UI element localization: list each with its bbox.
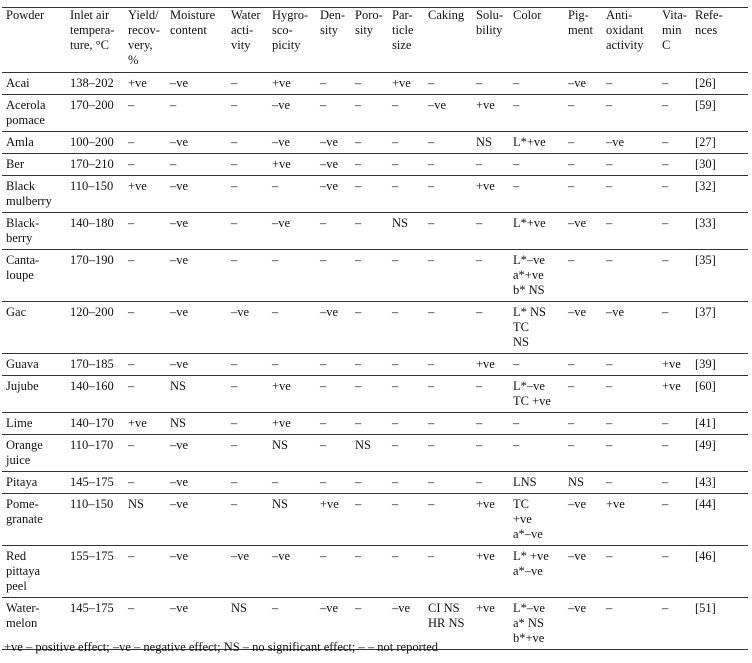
cell-hygroscopicity: –ve bbox=[272, 135, 291, 149]
table-footnote: +ve – positive effect; –ve – negative effect; NS – no significant effect; – – not reported bbox=[4, 640, 438, 654]
cell-particle-size: +ve bbox=[392, 76, 411, 90]
cell-vitamin-c: – bbox=[662, 497, 669, 511]
table-row bbox=[2, 132, 748, 154]
cell-solubility: +ve bbox=[476, 497, 495, 511]
cell-caking: – bbox=[428, 135, 435, 149]
cell-color: L* NS TC NS bbox=[513, 305, 546, 349]
cell-powder: Pome- granate bbox=[6, 497, 43, 526]
cell-water-activity: – bbox=[231, 379, 238, 393]
header-porosity: Poro- sity bbox=[355, 8, 383, 37]
cell-water-activity: – bbox=[231, 135, 238, 149]
cell-porosity: – bbox=[355, 179, 362, 193]
cell-pigment: – bbox=[568, 135, 575, 149]
cell-references: [30] bbox=[695, 157, 716, 171]
table-header bbox=[2, 8, 748, 73]
cell-yield-recovery: – bbox=[128, 253, 135, 267]
cell-references: [27] bbox=[695, 135, 716, 149]
cell-caking: – bbox=[428, 305, 435, 319]
cell-particle-size: – bbox=[392, 98, 399, 112]
cell-antioxidant-activity: – bbox=[606, 549, 613, 563]
table-row bbox=[2, 546, 748, 598]
cell-hygroscopicity: –ve bbox=[272, 549, 291, 563]
cell-powder: Amla bbox=[6, 135, 34, 149]
cell-moisture-content: –ve bbox=[170, 135, 189, 149]
cell-hygroscopicity: – bbox=[272, 357, 279, 371]
cell-moisture-content: –ve bbox=[170, 438, 189, 452]
table-row bbox=[2, 213, 748, 250]
cell-porosity: – bbox=[355, 357, 362, 371]
cell-references: [33] bbox=[695, 216, 716, 230]
header-powder: Powder bbox=[6, 8, 45, 22]
cell-water-activity: – bbox=[231, 497, 238, 511]
cell-porosity: – bbox=[355, 98, 362, 112]
cell-powder: Red pittaya peel bbox=[6, 549, 41, 593]
cell-particle-size: – bbox=[392, 438, 399, 452]
cell-yield-recovery: – bbox=[128, 438, 135, 452]
cell-caking: – bbox=[428, 549, 435, 563]
cell-water-activity: – bbox=[231, 98, 238, 112]
cell-hygroscopicity: +ve bbox=[272, 379, 291, 393]
cell-moisture-content: –ve bbox=[170, 179, 189, 193]
cell-porosity: – bbox=[355, 135, 362, 149]
cell-pigment: – bbox=[568, 98, 575, 112]
cell-solubility: – bbox=[476, 216, 483, 230]
cell-particle-size: – bbox=[392, 253, 399, 267]
cell-yield-recovery: – bbox=[128, 357, 135, 371]
cell-porosity: – bbox=[355, 157, 362, 171]
header-vitamin-c: Vita- min C bbox=[662, 8, 687, 52]
cell-vitamin-c: – bbox=[662, 157, 669, 171]
cell-density: – bbox=[320, 416, 327, 430]
cell-antioxidant-activity: +ve bbox=[606, 497, 625, 511]
cell-inlet-air-temperature: 140–160 bbox=[70, 379, 114, 393]
cell-references: [44] bbox=[695, 497, 716, 511]
cell-antioxidant-activity: – bbox=[606, 98, 613, 112]
cell-powder: Jujube bbox=[6, 379, 39, 393]
cell-particle-size: – bbox=[392, 305, 399, 319]
cell-pigment: – bbox=[568, 379, 575, 393]
cell-water-activity: – bbox=[231, 157, 238, 171]
cell-density: – bbox=[320, 475, 327, 489]
cell-water-activity: – bbox=[231, 416, 238, 430]
cell-antioxidant-activity: – bbox=[606, 76, 613, 90]
cell-pigment: – bbox=[568, 179, 575, 193]
cell-hygroscopicity: –ve bbox=[272, 216, 291, 230]
cell-water-activity: –ve bbox=[231, 305, 250, 319]
cell-density: –ve bbox=[320, 305, 339, 319]
cell-hygroscopicity: – bbox=[272, 601, 279, 615]
cell-vitamin-c: – bbox=[662, 601, 669, 615]
cell-particle-size: – bbox=[392, 379, 399, 393]
header-references: Refe- nces bbox=[695, 8, 723, 37]
cell-porosity: – bbox=[355, 379, 362, 393]
cell-references: [46] bbox=[695, 549, 716, 563]
cell-particle-size: – bbox=[392, 475, 399, 489]
cell-yield-recovery: NS bbox=[128, 497, 144, 511]
cell-moisture-content: –ve bbox=[170, 305, 189, 319]
cell-solubility: – bbox=[476, 438, 483, 452]
cell-porosity: – bbox=[355, 475, 362, 489]
cell-porosity: – bbox=[355, 76, 362, 90]
cell-antioxidant-activity: – bbox=[606, 379, 613, 393]
cell-yield-recovery: +ve bbox=[128, 416, 147, 430]
cell-porosity: – bbox=[355, 216, 362, 230]
cell-vitamin-c: – bbox=[662, 416, 669, 430]
cell-pigment: – bbox=[568, 253, 575, 267]
cell-color: L*–ve a* NS b*+ve bbox=[513, 601, 545, 645]
cell-density: – bbox=[320, 98, 327, 112]
cell-particle-size: – bbox=[392, 549, 399, 563]
cell-caking: – bbox=[428, 475, 435, 489]
cell-inlet-air-temperature: 145–175 bbox=[70, 475, 114, 489]
cell-inlet-air-temperature: 110–150 bbox=[70, 179, 114, 193]
cell-hygroscopicity: +ve bbox=[272, 416, 291, 430]
cell-yield-recovery: +ve bbox=[128, 179, 147, 193]
cell-particle-size: NS bbox=[392, 216, 408, 230]
cell-caking: – bbox=[428, 216, 435, 230]
cell-moisture-content: –ve bbox=[170, 76, 189, 90]
cell-inlet-air-temperature: 138–202 bbox=[70, 76, 114, 90]
cell-density: – bbox=[320, 549, 327, 563]
cell-yield-recovery: – bbox=[128, 475, 135, 489]
cell-inlet-air-temperature: 170–185 bbox=[70, 357, 114, 371]
cell-particle-size: – bbox=[392, 179, 399, 193]
cell-pigment: – bbox=[568, 157, 575, 171]
cell-vitamin-c: – bbox=[662, 135, 669, 149]
cell-caking: – bbox=[428, 379, 435, 393]
cell-particle-size: – bbox=[392, 416, 399, 430]
cell-density: +ve bbox=[320, 497, 339, 511]
cell-yield-recovery: – bbox=[128, 601, 135, 615]
table-row bbox=[2, 472, 748, 494]
cell-pigment: –ve bbox=[568, 76, 587, 90]
table-row bbox=[2, 494, 748, 546]
cell-density: – bbox=[320, 76, 327, 90]
cell-water-activity: – bbox=[231, 179, 238, 193]
cell-particle-size: – bbox=[392, 157, 399, 171]
table-row bbox=[2, 73, 748, 95]
cell-water-activity: – bbox=[231, 76, 238, 90]
cell-pigment: – bbox=[568, 416, 575, 430]
cell-moisture-content: –ve bbox=[170, 253, 189, 267]
cell-inlet-air-temperature: 120–200 bbox=[70, 305, 114, 319]
cell-inlet-air-temperature: 110–150 bbox=[70, 497, 114, 511]
cell-solubility: +ve bbox=[476, 601, 495, 615]
cell-solubility: +ve bbox=[476, 98, 495, 112]
cell-caking: – bbox=[428, 76, 435, 90]
cell-yield-recovery: – bbox=[128, 216, 135, 230]
cell-solubility: +ve bbox=[476, 357, 495, 371]
cell-references: [39] bbox=[695, 357, 716, 371]
cell-antioxidant-activity: – bbox=[606, 438, 613, 452]
table-row bbox=[2, 354, 748, 376]
cell-antioxidant-activity: –ve bbox=[606, 135, 625, 149]
cell-water-activity: – bbox=[231, 253, 238, 267]
cell-porosity: – bbox=[355, 549, 362, 563]
header-inlet-air-temperature: Inlet air tempera- ture, °C bbox=[70, 8, 115, 52]
cell-color: L*+ve bbox=[513, 216, 546, 230]
cell-references: [59] bbox=[695, 98, 716, 112]
cell-color: LNS bbox=[513, 475, 537, 489]
cell-hygroscopicity: – bbox=[272, 179, 279, 193]
cell-powder: Orange juice bbox=[6, 438, 43, 467]
cell-color: – bbox=[513, 416, 520, 430]
header-moisture-content: Moisture content bbox=[170, 8, 216, 37]
header-antioxidant-activity: Anti- oxidant activity bbox=[606, 8, 644, 52]
cell-powder: Canta- loupe bbox=[6, 253, 40, 282]
cell-vitamin-c: +ve bbox=[662, 357, 681, 371]
cell-moisture-content: NS bbox=[170, 379, 186, 393]
cell-color: – bbox=[513, 438, 520, 452]
cell-color: L*–ve a*+ve b* NS bbox=[513, 253, 545, 297]
table-row bbox=[2, 376, 748, 413]
cell-powder: Pitaya bbox=[6, 475, 38, 489]
cell-vitamin-c: – bbox=[662, 179, 669, 193]
cell-porosity: – bbox=[355, 601, 362, 615]
cell-color: – bbox=[513, 357, 520, 371]
cell-caking: – bbox=[428, 497, 435, 511]
cell-inlet-air-temperature: 170–190 bbox=[70, 253, 114, 267]
cell-antioxidant-activity: – bbox=[606, 475, 613, 489]
cell-pigment: –ve bbox=[568, 216, 587, 230]
cell-yield-recovery: – bbox=[128, 157, 135, 171]
cell-density: – bbox=[320, 438, 327, 452]
cell-color: TC +ve a*–ve bbox=[513, 497, 543, 541]
cell-density: – bbox=[320, 379, 327, 393]
cell-antioxidant-activity: – bbox=[606, 357, 613, 371]
cell-vitamin-c: – bbox=[662, 98, 669, 112]
cell-vitamin-c: – bbox=[662, 253, 669, 267]
cell-antioxidant-activity: –ve bbox=[606, 305, 625, 319]
cell-moisture-content: – bbox=[170, 157, 177, 171]
cell-inlet-air-temperature: 140–170 bbox=[70, 416, 114, 430]
cell-caking: – bbox=[428, 438, 435, 452]
cell-density: –ve bbox=[320, 135, 339, 149]
cell-moisture-content: –ve bbox=[170, 357, 189, 371]
cell-vitamin-c: – bbox=[662, 76, 669, 90]
cell-vitamin-c: +ve bbox=[662, 379, 681, 393]
cell-porosity: – bbox=[355, 416, 362, 430]
cell-hygroscopicity: –ve bbox=[272, 98, 291, 112]
cell-powder: Black mulberry bbox=[6, 179, 52, 208]
cell-water-activity: –ve bbox=[231, 549, 250, 563]
table-row bbox=[2, 154, 748, 176]
cell-particle-size: –ve bbox=[392, 601, 411, 615]
cell-moisture-content: –ve bbox=[170, 216, 189, 230]
cell-solubility: – bbox=[476, 305, 483, 319]
cell-references: [26] bbox=[695, 76, 716, 90]
cell-antioxidant-activity: – bbox=[606, 601, 613, 615]
cell-hygroscopicity: +ve bbox=[272, 76, 291, 90]
cell-water-activity: – bbox=[231, 216, 238, 230]
cell-hygroscopicity: – bbox=[272, 305, 279, 319]
cell-moisture-content: –ve bbox=[170, 549, 189, 563]
cell-yield-recovery: – bbox=[128, 98, 135, 112]
table-row bbox=[2, 413, 748, 435]
table-row bbox=[2, 250, 748, 302]
cell-density: –ve bbox=[320, 179, 339, 193]
cell-hygroscopicity: – bbox=[272, 253, 279, 267]
cell-color: – bbox=[513, 98, 520, 112]
cell-powder: Ber bbox=[6, 157, 25, 171]
cell-pigment: – bbox=[568, 357, 575, 371]
cell-inlet-air-temperature: 155–175 bbox=[70, 549, 114, 563]
cell-references: [32] bbox=[695, 179, 716, 193]
cell-water-activity: – bbox=[231, 438, 238, 452]
cell-powder: Gac bbox=[6, 305, 27, 319]
cell-caking: –ve bbox=[428, 98, 447, 112]
cell-vitamin-c: – bbox=[662, 216, 669, 230]
cell-powder: Water- melon bbox=[6, 601, 40, 630]
cell-inlet-air-temperature: 145–175 bbox=[70, 601, 114, 615]
cell-moisture-content: –ve bbox=[170, 475, 189, 489]
cell-references: [37] bbox=[695, 305, 716, 319]
cell-color: L* +ve a*–ve bbox=[513, 549, 549, 578]
results-table bbox=[2, 7, 748, 650]
cell-antioxidant-activity: – bbox=[606, 216, 613, 230]
cell-references: [43] bbox=[695, 475, 716, 489]
cell-water-activity: NS bbox=[231, 601, 247, 615]
cell-color: – bbox=[513, 76, 520, 90]
cell-powder: Acerola pomace bbox=[6, 98, 46, 127]
cell-color: – bbox=[513, 157, 520, 171]
cell-water-activity: – bbox=[231, 357, 238, 371]
cell-color: – bbox=[513, 179, 520, 193]
cell-color: L*–ve TC +ve bbox=[513, 379, 551, 408]
cell-moisture-content: NS bbox=[170, 416, 186, 430]
cell-references: [51] bbox=[695, 601, 716, 615]
header-yield-recovery: Yield/ recov- very, % bbox=[128, 8, 160, 67]
cell-caking: – bbox=[428, 357, 435, 371]
cell-inlet-air-temperature: 170–200 bbox=[70, 98, 114, 112]
cell-caking: – bbox=[428, 157, 435, 171]
cell-yield-recovery: – bbox=[128, 549, 135, 563]
cell-density: – bbox=[320, 253, 327, 267]
cell-hygroscopicity: NS bbox=[272, 497, 288, 511]
cell-yield-recovery: – bbox=[128, 135, 135, 149]
cell-solubility: NS bbox=[476, 135, 492, 149]
cell-caking: – bbox=[428, 416, 435, 430]
cell-vitamin-c: – bbox=[662, 438, 669, 452]
header-solubility: Solu- bility bbox=[476, 8, 504, 37]
cell-porosity: – bbox=[355, 305, 362, 319]
cell-solubility: – bbox=[476, 253, 483, 267]
cell-inlet-air-temperature: 100–200 bbox=[70, 135, 114, 149]
cell-antioxidant-activity: – bbox=[606, 416, 613, 430]
cell-color: L*+ve bbox=[513, 135, 546, 149]
cell-pigment: – bbox=[568, 438, 575, 452]
cell-density: – bbox=[320, 357, 327, 371]
cell-antioxidant-activity: – bbox=[606, 179, 613, 193]
cell-moisture-content: –ve bbox=[170, 601, 189, 615]
cell-references: [41] bbox=[695, 416, 716, 430]
cell-pigment: –ve bbox=[568, 549, 587, 563]
cell-vitamin-c: – bbox=[662, 305, 669, 319]
cell-inlet-air-temperature: 140–180 bbox=[70, 216, 114, 230]
table-row bbox=[2, 95, 748, 132]
cell-moisture-content: –ve bbox=[170, 497, 189, 511]
cell-pigment: NS bbox=[568, 475, 584, 489]
cell-yield-recovery: – bbox=[128, 379, 135, 393]
cell-antioxidant-activity: – bbox=[606, 157, 613, 171]
cell-hygroscopicity: NS bbox=[272, 438, 288, 452]
cell-particle-size: – bbox=[392, 135, 399, 149]
header-color: Color bbox=[513, 8, 542, 22]
header-row bbox=[2, 8, 748, 73]
cell-pigment: –ve bbox=[568, 601, 587, 615]
cell-pigment: –ve bbox=[568, 497, 587, 511]
cell-yield-recovery: – bbox=[128, 305, 135, 319]
cell-porosity: – bbox=[355, 253, 362, 267]
cell-solubility: +ve bbox=[476, 179, 495, 193]
cell-solubility: – bbox=[476, 475, 483, 489]
cell-caking: CI NS HR NS bbox=[428, 601, 465, 630]
header-water-activity: Water acti- vity bbox=[231, 8, 261, 52]
cell-solubility: – bbox=[476, 76, 483, 90]
header-pigment: Pig- ment bbox=[568, 8, 593, 37]
cell-solubility: – bbox=[476, 157, 483, 171]
cell-powder: Black- berry bbox=[6, 216, 40, 245]
cell-references: [49] bbox=[695, 438, 716, 452]
table-body bbox=[2, 73, 748, 650]
cell-caking: – bbox=[428, 179, 435, 193]
cell-hygroscopicity: – bbox=[272, 475, 279, 489]
header-density: Den- sity bbox=[320, 8, 345, 37]
cell-particle-size: – bbox=[392, 357, 399, 371]
cell-solubility: +ve bbox=[476, 549, 495, 563]
table-row bbox=[2, 176, 748, 213]
cell-inlet-air-temperature: 110–170 bbox=[70, 438, 114, 452]
header-hygroscopicity: Hygro- sco- picity bbox=[272, 8, 309, 52]
table-row bbox=[2, 435, 748, 472]
cell-pigment: –ve bbox=[568, 305, 587, 319]
cell-references: [35] bbox=[695, 253, 716, 267]
cell-hygroscopicity: +ve bbox=[272, 157, 291, 171]
cell-density: – bbox=[320, 216, 327, 230]
header-particle-size: Par- ticle size bbox=[392, 8, 414, 52]
cell-caking: – bbox=[428, 253, 435, 267]
cell-powder: Acai bbox=[6, 76, 30, 90]
cell-porosity: NS bbox=[355, 438, 371, 452]
cell-yield-recovery: +ve bbox=[128, 76, 147, 90]
cell-powder: Lime bbox=[6, 416, 33, 430]
cell-density: –ve bbox=[320, 601, 339, 615]
cell-porosity: – bbox=[355, 497, 362, 511]
cell-vitamin-c: – bbox=[662, 475, 669, 489]
cell-density: –ve bbox=[320, 157, 339, 171]
cell-powder: Guava bbox=[6, 357, 39, 371]
header-caking: Caking bbox=[428, 8, 465, 22]
cell-solubility: – bbox=[476, 379, 483, 393]
cell-antioxidant-activity: – bbox=[606, 253, 613, 267]
cell-water-activity: – bbox=[231, 475, 238, 489]
cell-particle-size: – bbox=[392, 497, 399, 511]
cell-solubility: – bbox=[476, 416, 483, 430]
cell-inlet-air-temperature: 170–210 bbox=[70, 157, 114, 171]
table-row bbox=[2, 302, 748, 354]
cell-references: [60] bbox=[695, 379, 716, 393]
cell-vitamin-c: – bbox=[662, 549, 669, 563]
cell-moisture-content: – bbox=[170, 98, 177, 112]
